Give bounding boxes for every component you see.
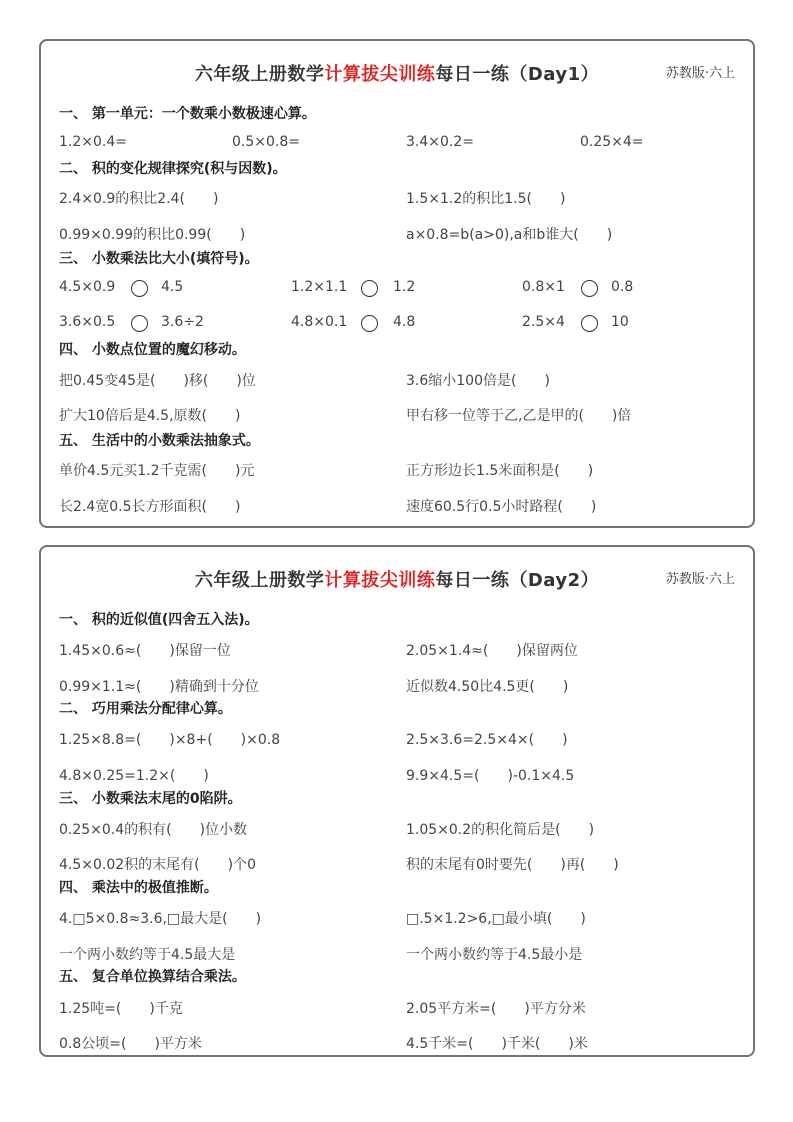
section-heading: 二、 巧用乘法分配律心算。 <box>59 701 232 717</box>
title-highlight: 计算拔尖训练 <box>324 570 436 591</box>
compare-circle[interactable] <box>131 280 148 297</box>
question-item: 2.4×0.9的积比2.4( ) <box>59 191 219 207</box>
question-item: 1.05×0.2的积化简后是( ) <box>406 822 595 838</box>
question-item: 1.25吨=( )千克 <box>59 1001 183 1017</box>
question-item: 一个两小数约等于4.5最大是 <box>59 947 236 963</box>
section-heading: 四、 小数点位置的魔幻移动。 <box>59 342 246 358</box>
question-item: 0.8公顷=( )平方米 <box>59 1036 202 1052</box>
question-item: 2.05×1.4≈( )保留两位 <box>406 643 578 659</box>
compare-left: 0.8×1 <box>522 279 565 295</box>
question-item: 一个两小数约等于4.5最小是 <box>406 947 583 963</box>
question-item: 甲右移一位等于乙,乙是甲的( )倍 <box>406 408 632 424</box>
question-item: 正方形边长1.5米面积是( ) <box>406 463 594 479</box>
compare-left: 1.2×1.1 <box>291 279 348 295</box>
question-item: 0.99×0.99的积比0.99( ) <box>59 227 246 243</box>
worksheet-title <box>41 566 753 592</box>
edition-label: 苏教版·六上 <box>665 66 735 81</box>
question-item: 近似数4.50比4.5更( ) <box>406 679 569 695</box>
compare-circle[interactable] <box>581 315 598 332</box>
question-item: 1.2×0.4= <box>59 134 127 150</box>
question-item: 4.5×0.02积的末尾有( )个0 <box>59 857 256 873</box>
section-heading: 三、 小数乘法末尾的0陷阱。 <box>59 791 242 807</box>
question-item: 9.9×4.5=( )-0.1×4.5 <box>406 768 575 784</box>
section-heading: 四、 乘法中的极值推断。 <box>59 880 218 896</box>
worksheet-day2 <box>39 545 755 1057</box>
title-prefix: 六年级上册数学 <box>194 64 325 85</box>
question-item: 积的末尾有0时要先( )再( ) <box>406 857 619 873</box>
question-item: 单价4.5元买1.2千克需( )元 <box>59 463 255 479</box>
section-heading: 一、 第一单元：一个数乘小数极速心算。 <box>59 106 316 122</box>
compare-right: 0.8 <box>611 279 634 295</box>
question-item: 0.99×1.1≈( )精确到十分位 <box>59 679 259 695</box>
question-item: 3.4×0.2= <box>406 134 474 150</box>
question-item: 0.25×4= <box>580 134 644 150</box>
compare-right: 4.8 <box>393 314 416 330</box>
title-highlight: 计算拔尖训练 <box>324 64 436 85</box>
question-item: 1.45×0.6≈( )保留一位 <box>59 643 231 659</box>
section-heading: 五、 生活中的小数乘法抽象式。 <box>59 433 260 449</box>
question-item: 0.25×0.4的积有( )位小数 <box>59 822 248 838</box>
compare-circle[interactable] <box>361 315 378 332</box>
question-item: 扩大10倍后是4.5,原数( ) <box>59 408 241 424</box>
question-item: 速度60.5行0.5小时路程( ) <box>406 499 597 515</box>
compare-right: 1.2 <box>393 279 416 295</box>
compare-left: 2.5×4 <box>522 314 565 330</box>
section-heading: 二、 积的变化规律探究(积与因数)。 <box>59 161 287 177</box>
question-item: □.5×1.2>6,□最小填( ) <box>406 911 586 927</box>
title-suffix: 每日一练（Day1） <box>435 64 600 85</box>
section-heading: 一、 积的近似值(四舍五入法)。 <box>59 612 259 628</box>
question-item: 0.5×0.8= <box>232 134 300 150</box>
question-item: 4.8×0.25=1.2×( ) <box>59 768 209 784</box>
compare-circle[interactable] <box>361 280 378 297</box>
question-item: 4.□5×0.8≈3.6,□最大是( ) <box>59 911 262 927</box>
question-item: 1.5×1.2的积比1.5( ) <box>406 191 566 207</box>
worksheet-title <box>41 60 753 86</box>
question-item: 2.05平方米=( )平方分米 <box>406 1001 586 1017</box>
compare-circle[interactable] <box>581 280 598 297</box>
title-prefix: 六年级上册数学 <box>194 570 325 591</box>
section-heading: 三、 小数乘法比大小(填符号)。 <box>59 251 259 267</box>
title-suffix: 每日一练（Day2） <box>435 570 600 591</box>
compare-left: 4.5×0.9 <box>59 279 116 295</box>
edition-label: 苏教版·六上 <box>665 572 735 587</box>
question-item: 把0.45变45是( )移( )位 <box>59 373 256 389</box>
compare-left: 4.8×0.1 <box>291 314 348 330</box>
question-item: 长2.4宽0.5长方形面积( ) <box>59 499 241 515</box>
compare-right: 10 <box>611 314 629 330</box>
worksheet-day1 <box>39 39 755 528</box>
compare-left: 3.6×0.5 <box>59 314 116 330</box>
compare-circle[interactable] <box>131 315 148 332</box>
question-item: 3.6缩小100倍是( ) <box>406 373 550 389</box>
section-heading: 五、 复合单位换算结合乘法。 <box>59 969 246 985</box>
question-item: a×0.8=b(a>0),a和b谁大( ) <box>406 227 613 243</box>
question-item: 4.5千米=( )千米( )米 <box>406 1036 588 1052</box>
question-item: 2.5×3.6=2.5×4×( ) <box>406 732 568 748</box>
compare-right: 3.6÷2 <box>161 314 204 330</box>
compare-right: 4.5 <box>161 279 184 295</box>
question-item: 1.25×8.8=( )×8+( )×0.8 <box>59 732 281 748</box>
